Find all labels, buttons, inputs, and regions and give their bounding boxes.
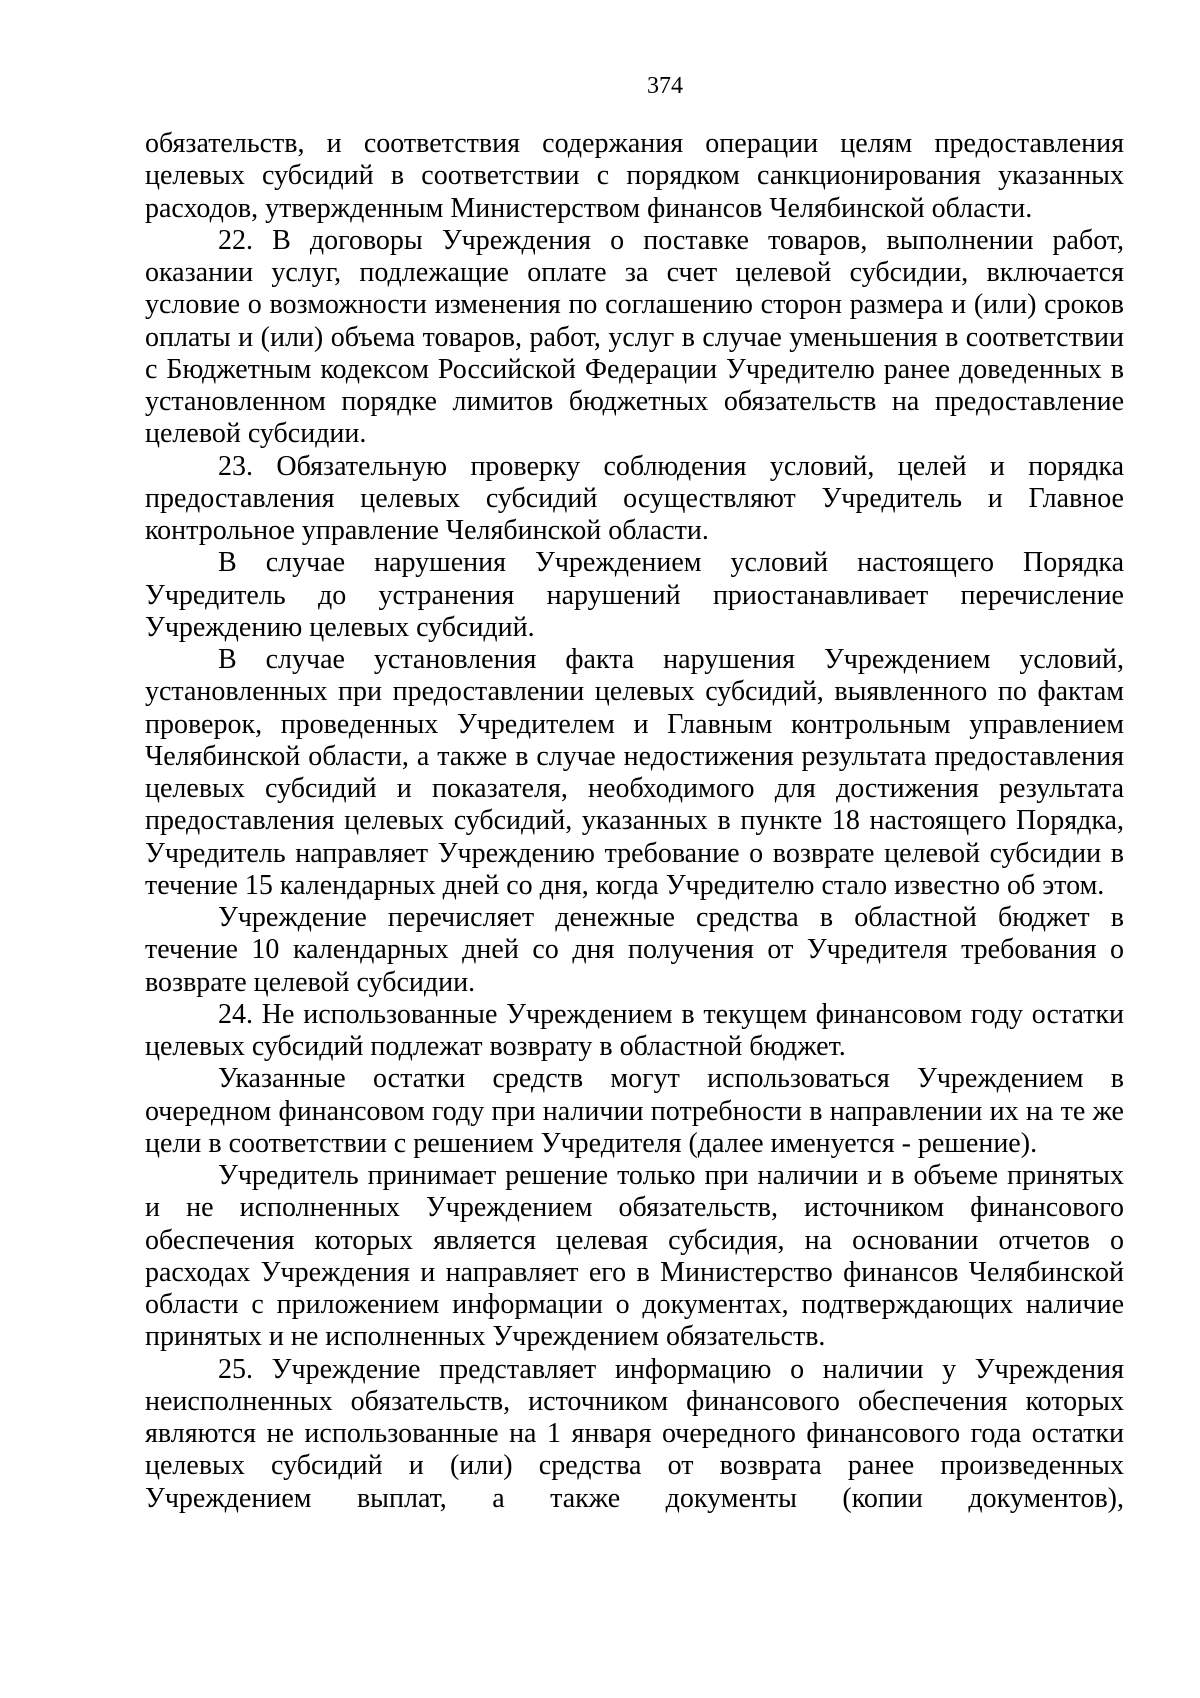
paragraph-funds-transfer: Учреждение перечисляет денежные средства в областной бюджет в течение 10 календарных дней со дня получения от Учредителя требования о возврате целевой субсидии. xyxy=(145,902,1124,998)
page-number: 374 xyxy=(647,73,683,99)
paragraph-item-25: 25. Учреждение представляет информацию о наличии у Учреждения неисполненных обязательств, источником финансового обеспечения которых являются не использованные на 1 января очередного финансового года остатки целевых субсидий и (или) средства от возврата ранее произведенных Учреждением выплат, а также документы (копии документов), xyxy=(145,1353,1124,1514)
paragraph-founder-decision: Учредитель принимает решение только при наличии и в объеме принятых и не исполненных Учреждением обязательств, источником финансового обеспечения которых является целевая субсидия, на основании отчетов о расходах Учреждения и направляет его в Министерство финансов Челябинской области с приложением информации о документах, подтверждающих наличие принятых и не исполненных Учреждением обязательств. xyxy=(145,1160,1124,1353)
paragraph-violation-suspension: В случае нарушения Учреждением условий настоящего Порядка Учредитель до устранения нарушений приостанавливает перечисление Учреждению целевых субсидий. xyxy=(145,547,1124,643)
paragraph-remaining-funds-use: Указанные остатки средств могут использоваться Учреждением в очередном финансовом году при наличии потребности в направлении их на те же цели в соответствии с решением Учредителя (далее именуется - решение). xyxy=(145,1063,1124,1159)
document-body xyxy=(145,128,1124,1515)
paragraph-violation-return-demand: В случае установления факта нарушения Учреждением условий, установленных при предоставлении целевых субсидий, выявленного по фактам проверок, проведенных Учредителем и Главным контрольным управлением Челябинской области, а также в случае недостижения результата предоставления целевых субсидий и показателя, необходимого для достижения результата предоставления целевых субсидий, указанных в пункте 18 настоящего Порядка, Учредитель направляет Учреждению требование о возврате целевой субсидии в течение 15 календарных дней со дня, когда Учредителю стало известно об этом. xyxy=(145,644,1124,901)
paragraph-item-22: 22. В договоры Учреждения о поставке товаров, выполнении работ, оказании услуг, подлежащие оплате за счет целевой субсидии, включается условие о возможности изменения по соглашению сторон размера и (или) сроков оплаты и (или) объема товаров, работ, услуг в случае уменьшения в соответствии с Бюджетным кодексом Российской Федерации Учредителю ранее доведенных в установленном порядке лимитов бюджетных обязательств на предоставление целевой субсидии. xyxy=(145,224,1124,450)
paragraph-item-23: 23. Обязательную проверку соблюдения условий, целей и порядка предоставления целевых субсидий осуществляют Учредитель и Главное контрольное управление Челябинской области. xyxy=(145,450,1124,546)
paragraph-item-24: 24. Не использованные Учреждением в текущем финансовом году остатки целевых субсидий подлежат возврату в областной бюджет. xyxy=(145,998,1124,1062)
paragraph-continuation: обязательств, и соответствия содержания операции целям предоставления целевых субсидий в соответствии с порядком санкционирования указанных расходов, утвержденным Министерством финансов Челябинской области. xyxy=(145,128,1124,224)
